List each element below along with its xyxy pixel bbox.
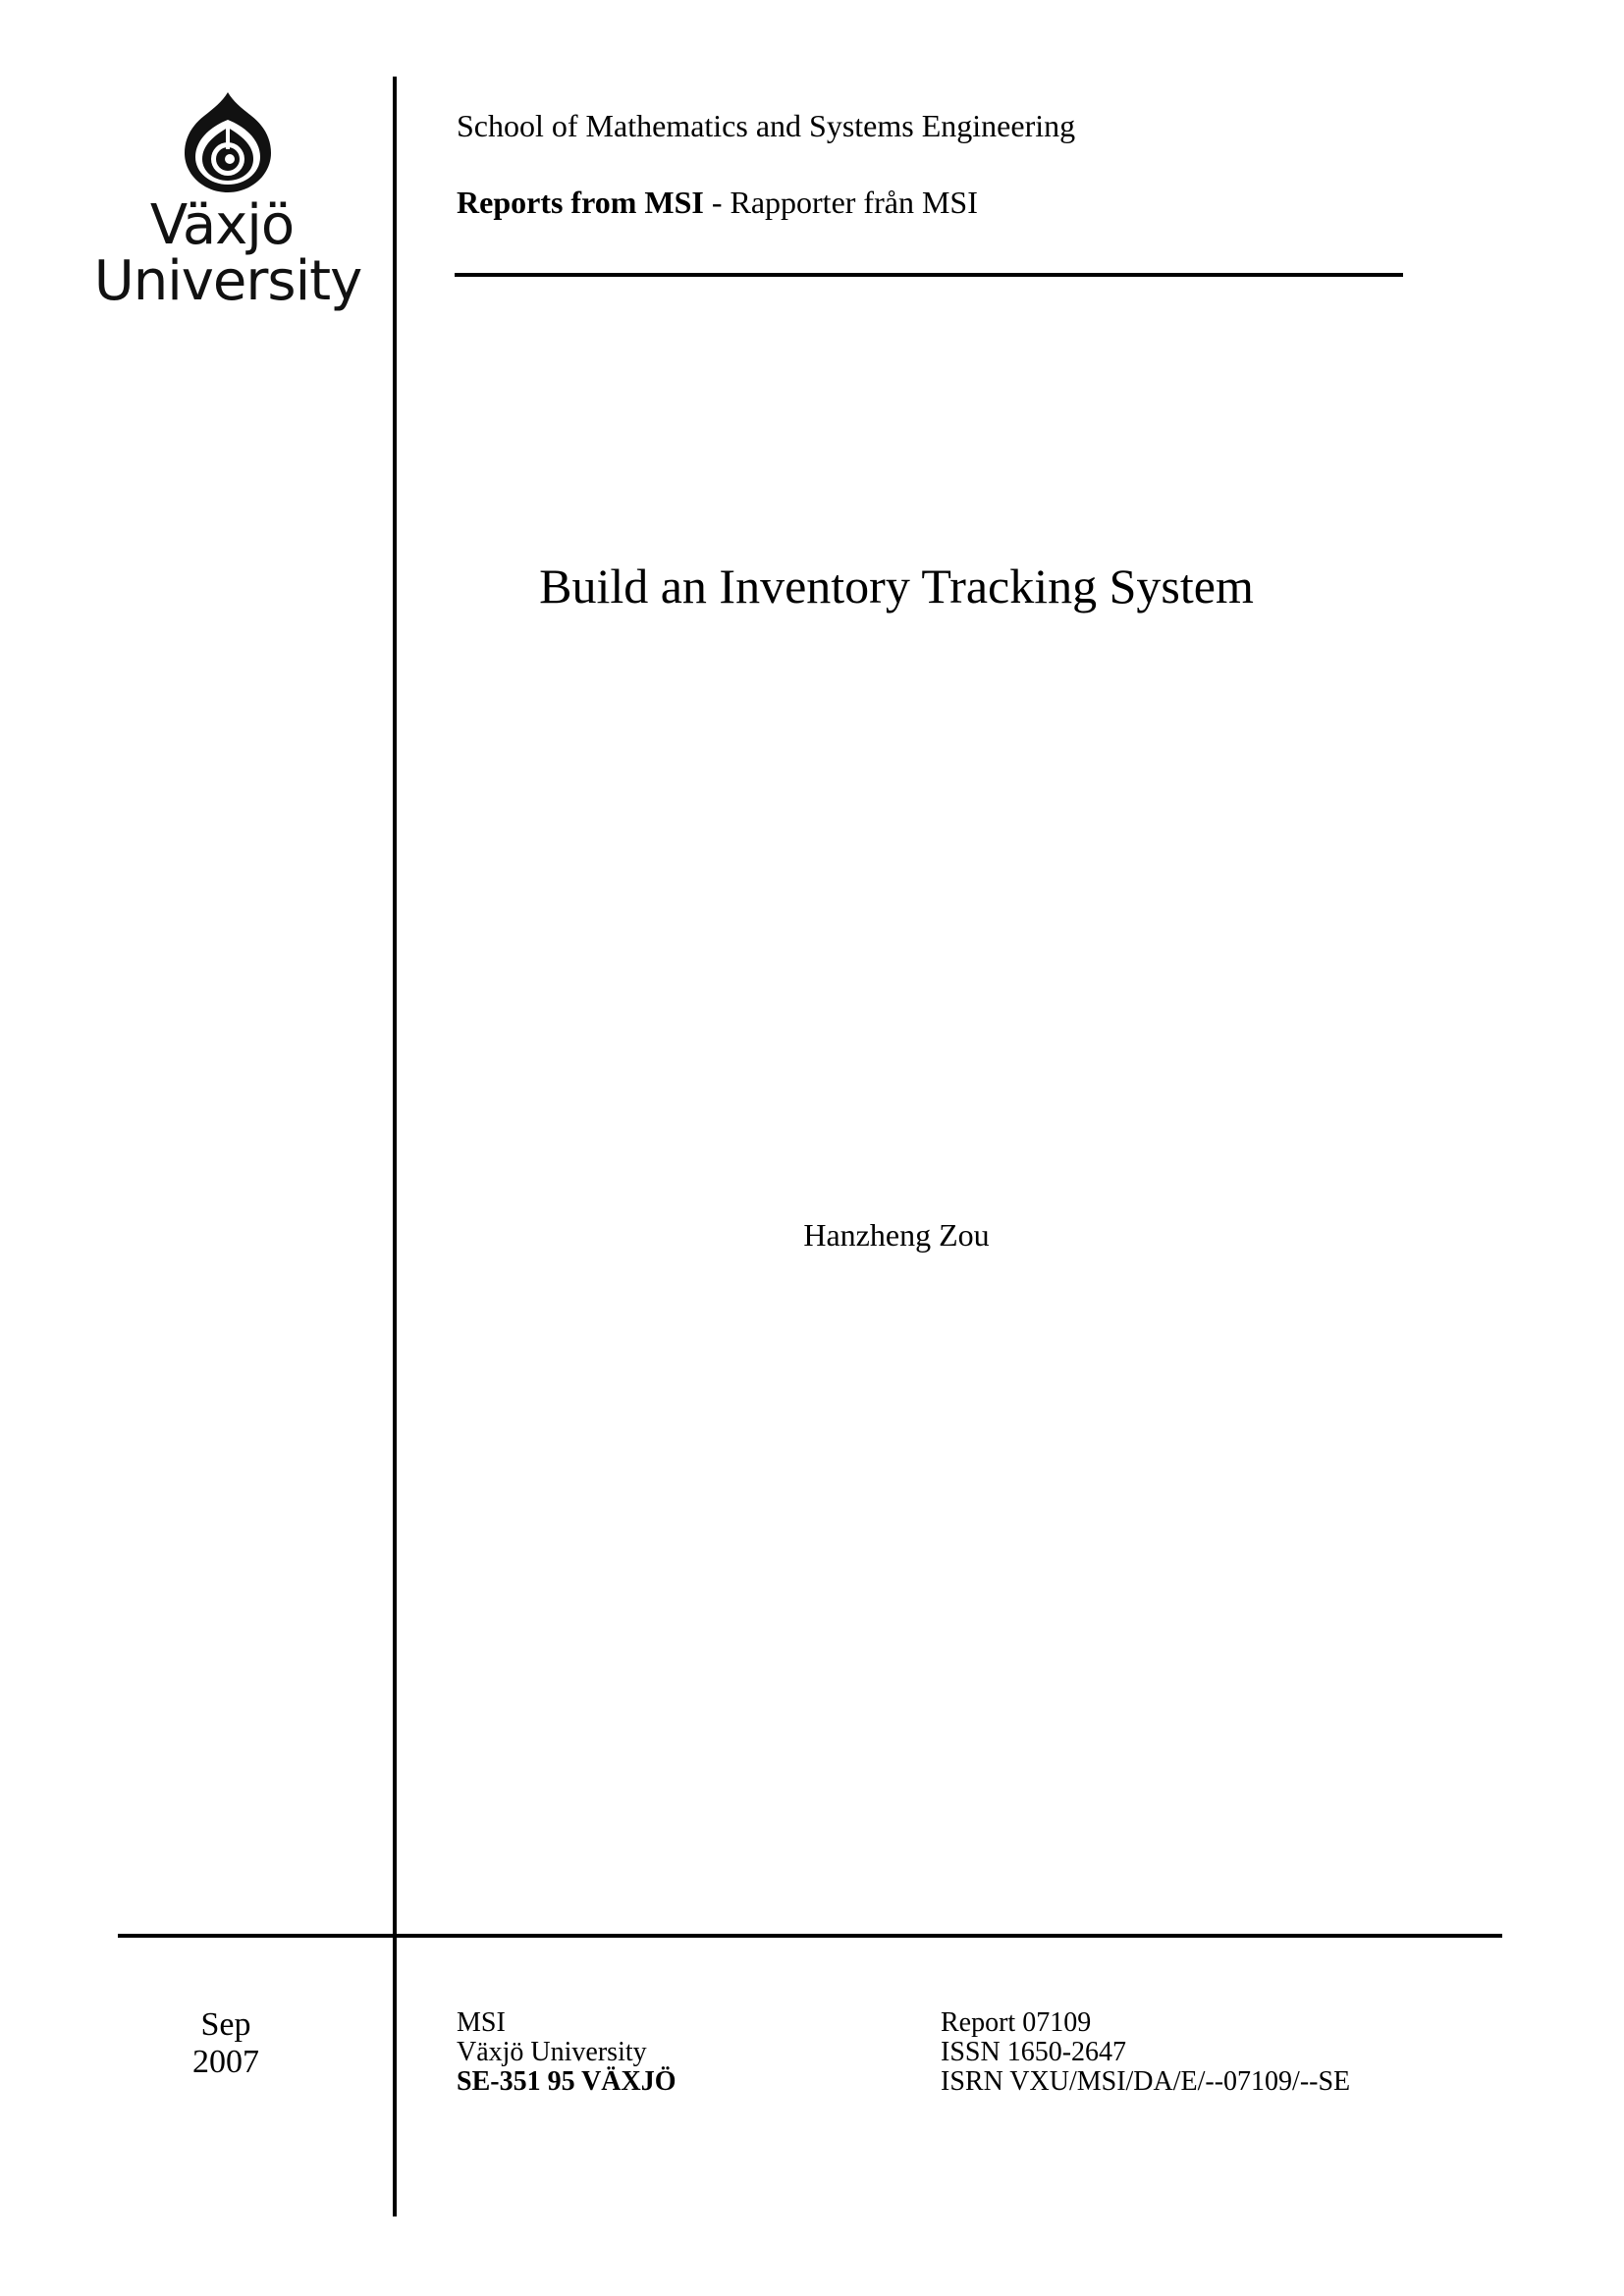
footer-rule xyxy=(118,1934,1502,1938)
logo-line-2: University xyxy=(93,249,362,313)
vertical-rule xyxy=(393,77,397,2216)
date-year: 2007 xyxy=(192,2044,259,2080)
isrn: ISRN VXU/MSI/DA/E/--07109/--SE xyxy=(941,2066,1351,2097)
author-name: Hanzheng Zou xyxy=(803,1217,990,1253)
header-rule xyxy=(455,273,1403,277)
document-title: Build an Inventory Tracking System xyxy=(539,559,1254,614)
publication-date xyxy=(118,2006,334,2081)
reports-subtitle: - Rapporter från MSI xyxy=(703,185,978,220)
university-logo xyxy=(90,90,365,326)
university-emblem-icon xyxy=(90,90,365,198)
address-line-1: MSI xyxy=(457,2007,506,2038)
school-name: School of Mathematics and Systems Engineering xyxy=(457,108,1076,143)
address-block xyxy=(457,2008,677,2097)
issn: ISSN 1650-2647 xyxy=(941,2037,1127,2067)
address-line-3: SE-351 95 VÄXJÖ xyxy=(457,2066,677,2097)
date-month: Sep xyxy=(200,2006,251,2043)
reports-label: Reports from MSI xyxy=(457,185,704,220)
report-number: Report 07109 xyxy=(941,2007,1092,2038)
logo-line-1: Växjö xyxy=(149,193,295,257)
report-info-block xyxy=(941,2008,1350,2097)
reports-line xyxy=(457,185,978,221)
address-line-2: Växjö University xyxy=(457,2037,647,2067)
